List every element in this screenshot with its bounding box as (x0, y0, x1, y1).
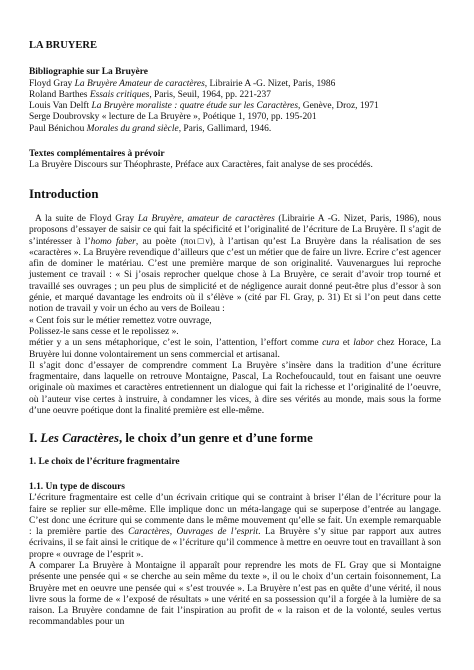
bibliography-entry (29, 90, 441, 101)
book-title: Caractères, Ouvrages de l’esprit (128, 527, 259, 538)
text-run: A la suite de Floyd Gray (35, 213, 138, 224)
text-run: , au poète (ποι□ν), à l’artisan qu’est La Bruyère dans la réalisation de ses «caractères ». La Bruyère revendique d’ailleurs que c’est un métier que de faire un livre. Ecrire c’est agencer afin de dominer le matériau. C’est une première marque de son originalité. Vauvenargues lui reproche justement ce travail : « Si j’osais reprocher quelque chose à La Bruyère, ce serait d’avoir trop tourné et travaillé ses ouvrages ; un peu plus de simplicité et de négligence aurait donné peut-être plus d’essor à son génie, et marqué davantage les endroits où il s’élève » (cité par Fl. Gray, p. 31) Et si l’on peut dans cette notion de travail y voir un écho au vers de Boileau : (29, 236, 441, 315)
book-title: La Bruyère, amateur de caractères (137, 213, 275, 224)
textes-line: La Bruyère Discours sur Théophraste, Préface aux Caractères, fait analyse de ses procédés. (29, 160, 373, 171)
entry-author: Paul Bénichou (29, 123, 87, 134)
body-paragraph: A comparer La Bruyère à Montaigne il apparaît pour reprendre les mots de FL Gray que si Montaigne présente une pensée qui « se cherche au sein même du texte », il ou le choix d’un certain foisonnement, La Bruyère met en oeuvre une pensée qui « s’est trouvée ». La Bruyère n’est pas en quête d’une vérité, il nous livre sous la forme de « l’exposé de résultats » une vérité en sa possession qu’il a forgée à la lumière de sa raison. La Bruyère condamne de fait l’inspiration au profit de « la raison et de la volonté, seules vertus recommandables pour un (29, 560, 441, 628)
text-run: L’écriture fragmentaire est celle d’un écrivain critique qui se contraint à briser l’élan de l’écriture pour la faire se replier sur elle-même. Elle implique donc un méta-langage qui se superpose d’entrée au langage. C’est donc une écriture qui se commente dans le même mouvement qu’elle se fait. Un exemple remarquable : la première partie des (29, 493, 441, 538)
bibliography-entry (29, 112, 441, 123)
introduction-heading: Introduction (29, 186, 99, 201)
bibliography-entry (29, 101, 441, 112)
section-heading (29, 433, 441, 444)
bibliography-heading: Bibliographie sur La Bruyère (29, 67, 148, 78)
entry-title: La Bruyère moraliste : quatre étude sur les Caractères (91, 101, 299, 112)
italic-term: homo faber (90, 236, 136, 247)
text-run: métier y a un sens métaphorique, c’est le soin, l’attention, l’effort comme (29, 338, 323, 349)
introduction-paragraph (29, 338, 441, 361)
introduction-paragraph (29, 214, 441, 316)
entry-title: La Bruyère Amateur de caractères (74, 78, 205, 89)
section-title-rest: , le choix d’un genre et d’une forme (118, 431, 313, 446)
bibliography-entry (29, 124, 441, 135)
entry-title: Morales du grand siècle (86, 123, 179, 134)
section-title-italic: Les Caractères (40, 431, 119, 446)
entry-publisher: , Librairie A -G. Nizet, Paris, 1986 (204, 78, 336, 89)
text-run: et (339, 338, 354, 349)
entry-author: Roland Barthes (29, 89, 90, 100)
entry-author: Louis Van Delft (29, 101, 92, 112)
subsection-heading: 1. Le choix de l’écriture fragmentaire (29, 456, 180, 467)
section-number: I. (29, 431, 41, 446)
text-run: . La Bruyère s’y situe par rapport aux autres écrivains, il se fait ainsi le critique de « l’écriture qu’il commence à mettre en oeuvre tout en travaillant à son propre « ouvrage de l’esprit ». (29, 527, 442, 560)
italic-term: labor (353, 338, 374, 349)
italic-term: cura (322, 338, 340, 349)
entry-author: Serge Doubrovsky « lecture de La Bruyère », Poétique 1, 1970, pp. 195-201 (29, 112, 317, 123)
entry-author: Floyd Gray (29, 78, 75, 89)
entry-publisher: , Paris, Gallimard, 1946. (178, 123, 272, 134)
subsubsection-heading: 1.1. Un type de discours (29, 481, 125, 492)
bibliography-entry (29, 79, 441, 90)
quote-line: Polissez-le sans cesse et le repolissez ». (29, 326, 179, 337)
entry-publisher: , Paris, Seuil, 1964, pp. 221-237 (149, 89, 271, 100)
document-title: LA BRUYERE (29, 40, 97, 51)
entry-publisher: , Genève, Droz, 1971 (298, 101, 379, 112)
text-run: (Librairie A -G. Nizet, Paris, 1986), nous proposons d’essayer de saisir ce qui fait la spécificité et l’originalité de l’écriture de La Bruyère. Il s’agit de s’intéresser à l’ (29, 213, 441, 247)
introduction-paragraph: Il s’agit donc d’essayer de comprendre comment La Bruyère s’insère dans la tradition d’une écriture fragmentaire, dans laquelle on retrouve Montaigne, Pascal, La Rochefoucauld, tout en faisant une oeuvre originale où maximes et caractères entretiennent un dialogue qui fait la richesse et l’originalité de l’oeuvre, où l’auteur vise certes à instruire, à condamner les vices, à dire ses vérités au monde, mais sous la forme d’une oeuvre poétique dont la finalité première est elle-même. (29, 360, 441, 417)
body-paragraph (29, 493, 441, 561)
quote-line: « Cent fois sur le métier remettez votre ouvrage, (29, 315, 212, 326)
text-run: chez Horace, La Bruyère lui donne volontairement un sens commercial et artisanal. (29, 338, 441, 360)
textes-heading: Textes complémentaires à prévoir (29, 149, 165, 160)
entry-title: Essais critiques (89, 89, 150, 100)
